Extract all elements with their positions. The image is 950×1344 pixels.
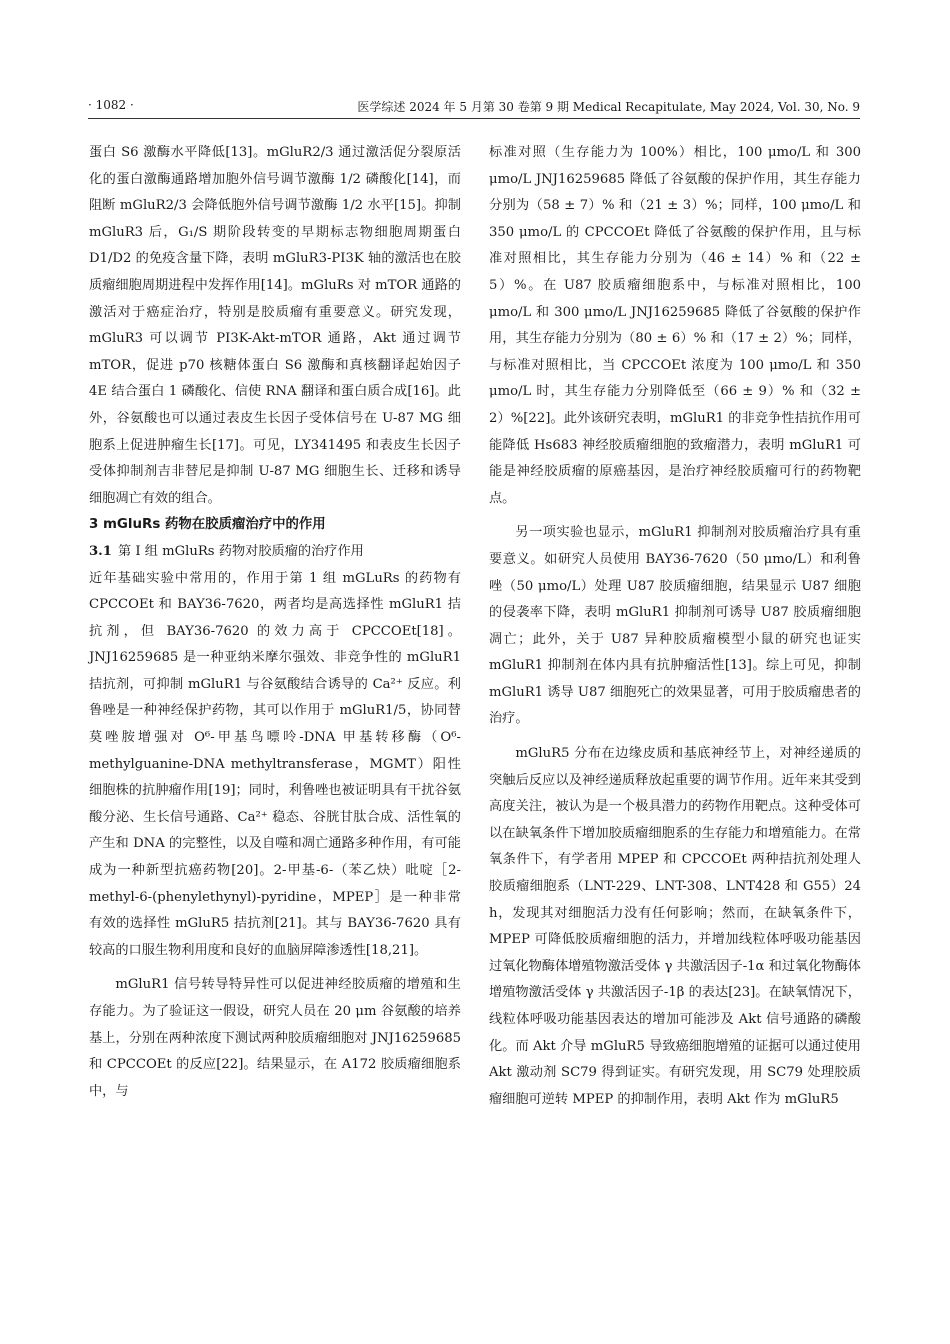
- running-header: [88, 96, 860, 119]
- paragraph: mGluR1 信号转导特异性可以促进神经胶质瘤的增殖和生存能力。为了验证这一假设，研究人员在 20 μm 谷氨酸的培养基上，分别在两种浓度下测试两种胶质瘤细胞对 JNJ16259685 和 CPCCOEt 的反应[22]。结果显示，在 A172 胶质瘤细胞系中，与: [89, 977, 461, 1099]
- section-title: 第 I 组 mGluRs 药物对胶质瘤的治疗作用: [117, 543, 364, 559]
- section-number: 3.1: [89, 543, 112, 559]
- section-3-heading: 3 mGluRs 药物在胶质瘤治疗中的作用: [89, 517, 326, 533]
- page-number: · 1082 ·: [88, 98, 134, 112]
- journal-citation: 医学综述 2024 年 5 月第 30 卷第 9 期 Medical Recapitulate, May 2024, Vol. 30, No. 9: [357, 100, 860, 114]
- paragraph: 近年基础实验中常用的，作用于第 1 组 mGLuRs 的药物有 CPCCOEt 和 BAY36-7620，两者均是高选择性 mGluR1 拮抗剂，但 BAY36-7620 的效力高于 CPCCOEt[18]。JNJ16259685 是一种亚纳米摩尔强效、非竞争性的 mGluR1 拮抗剂，可抑制 mGluR1 与谷氨酸结合诱导的 Ca²⁺ 反应。利鲁唑是一种神经保护药物，其可以作用于 mGluR1/5，协同替莫唑胺增强对 O⁶-甲基鸟嘌呤-DNA 甲基转移酶（O⁶-methylguanine-DNA methyltransferase，MGMT）阳性细胞株的抗肿瘤作用[19]；同时，利鲁唑也被证明具有干扰谷氨酸分泌、生长信号通路、Ca²⁺ 稳态、谷胱甘肽合成、活性氧的产生和 DNA 的完整性，以及自噬和凋亡通路多种作用，有可能成为一种新型抗癌药物[20]。2-甲基-6-（苯乙炔）吡啶［2-methyl-6-(phenylethynyl)-pyridine，MPEP］是一种非常有效的选择性 mGluR5 拮抗剂[21]。其与 BAY36-7620 具有较高的口服生物利用度和良好的血脑屏障渗透性[18,21]。: [89, 570, 461, 958]
- paragraph: 蛋白 S6 激酶水平降低[13]。mGluR2/3 通过激活促分裂原活化的蛋白激酶通路增加胞外信号调节激酶 1/2 磷酸化[14]，而阻断 mGluR2/3 会降低胞外信号调节激酶 1/2 水平[15]。抑制 mGluR3 后，G₁/S 期阶段转变的早期标志物细胞周期蛋白 D1/D2 的免疫含量下降，表明 mGluR3-PI3K 轴的激活也在胶质瘤细胞周期进程中发挥作用[14]。mGluRs 对 mTOR 通路的激活对于癌症治疗，特别是胶质瘤有重要意义。研究发现，mGluR3 可以调节 PI3K-Akt-mTOR 通路，Akt 通过调节 mTOR，促进 p70 核糖体蛋白 S6 激酶和真核翻译起始因子 4E 结合蛋白 1 磷酸化、信使 RNA 翻译和蛋白质合成[16]。此外，谷氨酸也可以通过表皮生长因子受体信号在 U-87 MG 细胞系上促进肿瘤生长[17]。可见，LY341495 和表皮生长因子受体抑制剂吉非替尼是抑制 U-87 MG 细胞生长、迁移和诱导细胞凋亡有效的组合。: [89, 145, 461, 506]
- left-column: [89, 140, 461, 1105]
- section-3-1-heading: [89, 539, 461, 566]
- right-column: [489, 140, 861, 1113]
- paragraph: 另一项实验也显示，mGluR1 抑制剂对胶质瘤治疗具有重要意义。如研究人员使用 BAY36-7620（50 μmo/L）和利鲁唑（50 μmo/L）处理 U87 胶质瘤细胞，结果显示 U87 细胞的侵袭率下降，表明 mGluR1 抑制剂可诱导 U87 胶质瘤细胞凋亡；此外，关于 U87 异种胶质瘤模型小鼠的研究也证实 mGluR1 抑制剂在体内具有抗肿瘤活性[13]。综上可见，抑制 mGluR1 诱导 U87 细胞死亡的效果显著，可用于胶质瘤患者的治疗。: [489, 525, 861, 727]
- paragraph: 标准对照（生存能力为 100%）相比，100 μmo/L 和 300 μmo/L JNJ16259685 降低了谷氨酸的保护作用，其生存能力分别为（58 ± 7）% 和（21 ± 3）%；同样，100 μmo/L 和 350 μmo/L 的 CPCCOEt 降低了谷氨酸的保护作用，且与标准对照相比，其生存能力分别为（46 ± 14）% 和（22 ± 5）%。在 U87 胶质瘤细胞系中，与标准对照相比，100 μmo/L 和 300 μmo/L JNJ16259685 降低了谷氨酸的保护作用，其生存能力分别为（80 ± 6）% 和（17 ± 2）%；同样，与标准对照相比，当 CPCCOEt 浓度为 100 μmo/L 和 350 μmo/L 时，其生存能力分别降低至（66 ± 9）% 和（32 ± 2）%[22]。此外该研究表明，mGluR1 的非竞争性拮抗作用可能降低 Hs683 神经胶质瘤细胞的致瘤潜力，表明 mGluR1 可能是神经胶质瘤的原癌基因，是治疗神经胶质瘤可行的药物靶点。: [489, 145, 861, 506]
- paragraph: mGluR5 分布在边缘皮质和基底神经节上，对神经递质的突触后反应以及神经递质释放起重要的调节作用。近年来其受到高度关注，被认为是一个极具潜力的药物作用靶点。这种受体可以在缺氧条件下增加胶质瘤细胞系的生存能力和增殖能力。在常氧条件下，有学者用 MPEP 和 CPCCOEt 两种拮抗剂处理人胶质瘤细胞系（LNT-229、LNT-308、LNT428 和 G55）24 h，发现其对细胞活力没有任何影响；然而，在缺氧条件下，MPEP 可降低胶质瘤细胞的活力，并增加线粒体呼吸功能基因过氧化物酶体增殖物激活受体 γ 共激活因子-1α 和过氧化物酶体增殖物激活受体 γ 共激活因子-1β 的表达[23]。在缺氧情况下，线粒体呼吸功能基因表达的增加可能涉及 Akt 信号通路的磷酸化。而 Akt 介导 mGluR5 导致癌细胞增殖的证据可以通过使用 Akt 激动剂 SC79 得到证实。有研究发现，用 SC79 处理胶质瘤细胞可逆转 MPEP 的抑制作用，表明 Akt 作为 mGluR5: [489, 746, 861, 1107]
